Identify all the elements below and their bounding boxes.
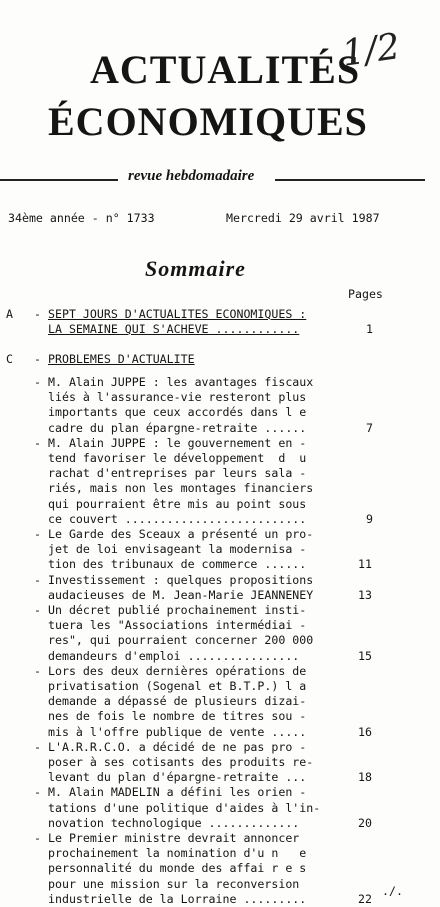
section-c-letter: C (6, 352, 13, 366)
item-line: M. Alain MADELIN a défini les orien - (48, 785, 307, 800)
item-line: industrielle de la Lorraine ......... (48, 891, 307, 906)
item-line: mis à l'offre publique de vente ..... (48, 724, 307, 739)
item-dash: - (34, 435, 41, 450)
item-line: audacieuses de M. Jean-Marie JEANNENEY (48, 587, 314, 602)
item-line: demande a dépassé de plusieurs dizai- (48, 694, 307, 709)
item-line: personnalité du monde des affai r e s (48, 861, 307, 876)
item-line: tations d'une politique d'aides à l'in- (48, 800, 321, 815)
item-dash: - (34, 375, 41, 389)
issue-info: 34ème année - n° 1733 (8, 211, 155, 225)
item-line: importants que ceux accordés dans l e (48, 405, 307, 420)
item-page-number: 16 (358, 724, 372, 739)
section-a-line2 (48, 322, 299, 337)
handwritten-page-mark: 1/2 (339, 26, 403, 75)
item-line: tion des tribunaux de commerce ...... (48, 557, 307, 572)
item-page-number: 15 (358, 648, 372, 663)
item-line: L'A.R.R.C.O. a décidé de ne pas pro - (48, 739, 307, 754)
header-rule-right (275, 179, 425, 181)
item-line: riés, mais non les montages financiers (48, 481, 314, 496)
item-line: rachat d'entreprises par leurs sala - (48, 466, 307, 481)
item-dash: - (34, 663, 41, 678)
item-line: Lors des deux dernières opérations de (48, 663, 307, 678)
masthead-line1: ACTUALITÉS (90, 47, 361, 92)
sommaire-title: Sommaire (145, 256, 246, 281)
section-a-page: 1 (366, 322, 373, 336)
item-dash: - (34, 572, 41, 587)
masthead-line2: ÉCONOMIQUES (48, 99, 368, 144)
item-page-number: 22 (358, 891, 372, 906)
item-line: Investissement : quelques propositions (48, 572, 314, 587)
issue-date: Mercredi 29 avril 1987 (226, 211, 380, 225)
item-dash: - (34, 739, 41, 754)
item-line: jet de loi envisageant la modernisa - (48, 542, 307, 557)
subtitle: revue hebdomadaire (128, 168, 255, 184)
item-line: Le Premier ministre devrait annoncer (48, 831, 300, 845)
section-c-dash: - (34, 352, 41, 366)
header-rule-left (0, 179, 118, 181)
item-line: Le Garde des Sceaux a présenté un pro- (48, 527, 314, 541)
item-dash: - (34, 527, 41, 541)
item-page-number: 9 (366, 511, 373, 526)
item-line: cadre du plan épargne-retraite ...... (48, 420, 307, 435)
section-a-line1: SEPT JOURS D'ACTUALITES ECONOMIQUES : (48, 307, 307, 321)
item-line: pour une mission sur la reconversion (48, 876, 300, 891)
item-line: ce couvert .......................... (48, 511, 307, 526)
section-c-title: PROBLEMES D'ACTUALITE (48, 352, 195, 366)
item-page-number: 13 (358, 587, 372, 602)
item-page-number: 11 (358, 557, 372, 572)
continuation-mark: ./. (382, 884, 403, 898)
item-line: prochainement la nomination d'u n e (48, 846, 307, 861)
section-a-line2-text: LA SEMAINE QUI S'ACHEVE ............ (48, 322, 300, 336)
item-line: liés à l'assurance-vie resteront plus (48, 390, 307, 405)
item-line: M. Alain JUPPE : le gouvernement en - (48, 435, 307, 450)
item-line: Un décret publié prochainement insti- (48, 603, 307, 617)
item-line: tuera les "Associations intermédiai - (48, 618, 307, 633)
pages-label: Pages (348, 287, 383, 301)
item-line: nes de fois le nombre de titres sou - (48, 709, 307, 724)
item-line: levant du plan d'épargne-retraite ... (48, 770, 307, 785)
item-line: privatisation (Sogenal et B.T.P.) l a (48, 679, 307, 693)
item-page-number: 20 (358, 815, 372, 830)
item-dash: - (34, 603, 41, 617)
item-line: demandeurs d'emploi ................ (48, 648, 300, 663)
item-line: M. Alain JUPPE : les avantages fiscaux (48, 375, 314, 389)
item-line: res", qui pourraient concerner 200 000 (48, 633, 314, 648)
item-line: tend favoriser le développement d u (48, 451, 307, 465)
item-line: novation technologique ............. (48, 815, 300, 830)
item-dash: - (34, 831, 41, 845)
item-dash: - (34, 785, 41, 800)
item-page-number: 7 (366, 420, 373, 435)
item-line: poser à ses cotisants des produits re- (48, 755, 314, 769)
section-a-dash: - (34, 307, 41, 321)
item-line: qui pourraient être mis au point sous (48, 496, 307, 511)
section-a-letter: A (6, 307, 13, 321)
item-page-number: 18 (358, 770, 372, 785)
